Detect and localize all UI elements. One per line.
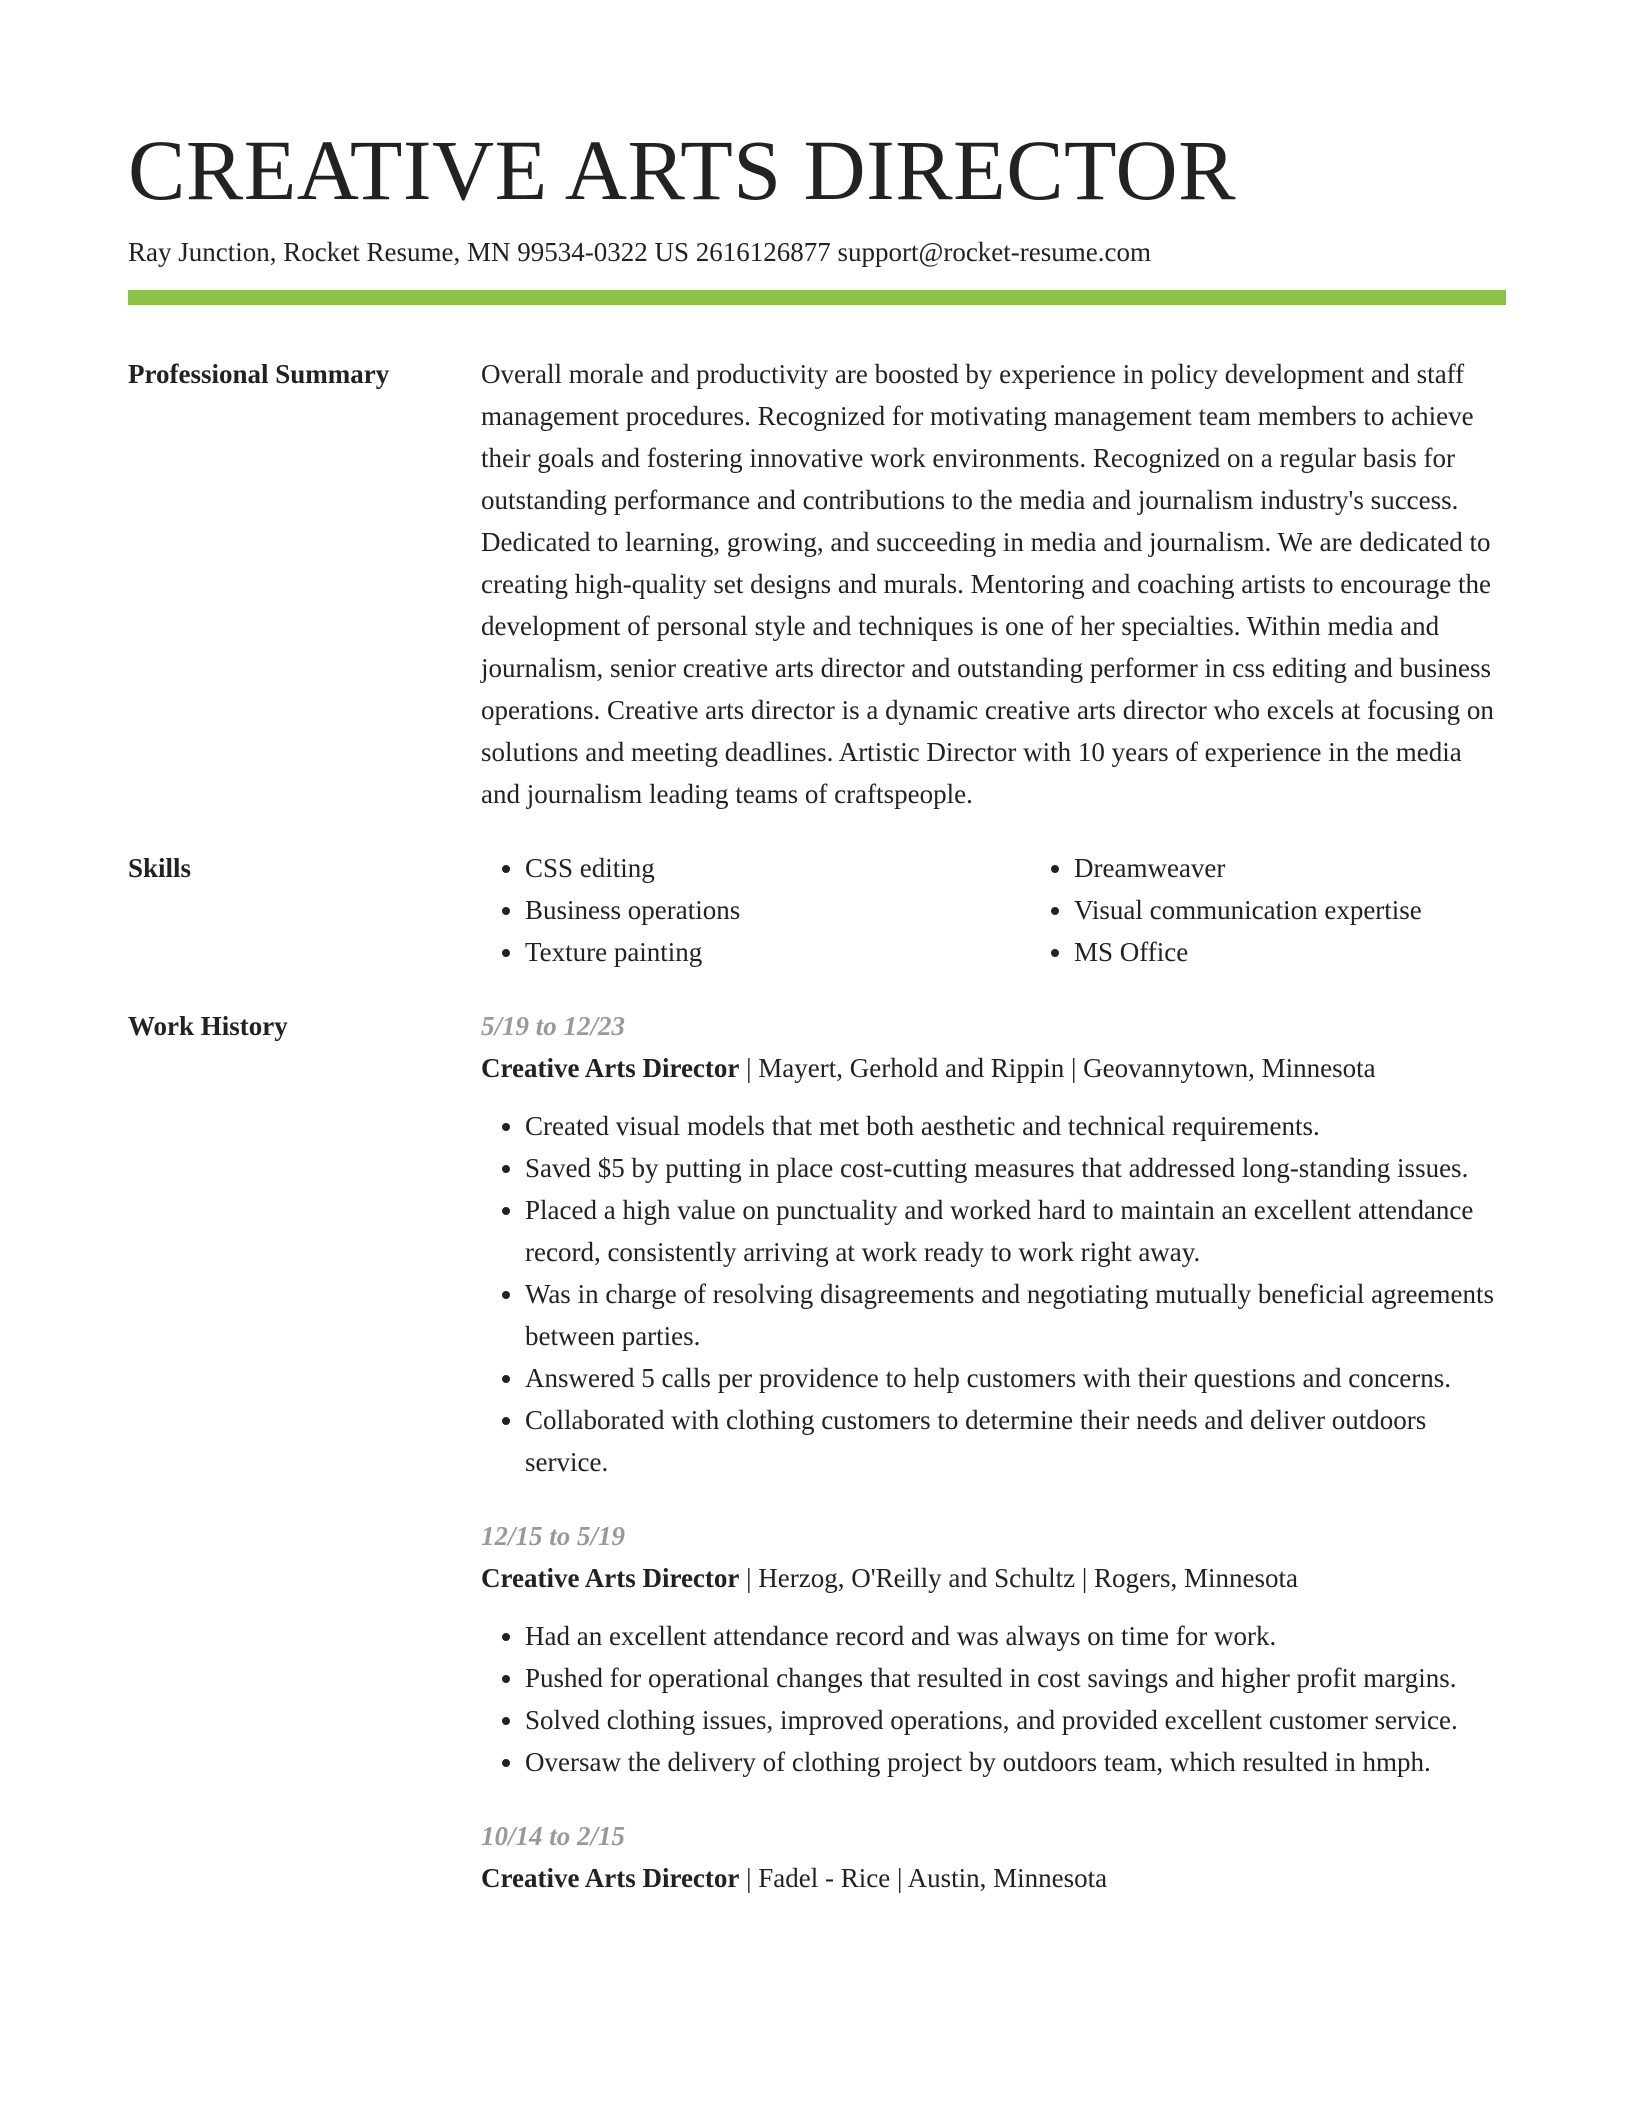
job-title: Creative Arts Director [481,1053,740,1083]
job-employer-location: | Herzog, O'Reilly and Schultz | Rogers, Minnesota [739,1563,1298,1593]
work-history-label: Work History [128,1011,288,1041]
job-entry [481,1515,1506,1783]
skills-list-left [481,847,1030,973]
job-title: Creative Arts Director [481,1563,740,1593]
job-bullet: • Pushed for operational changes that resulted in cost savings and higher profit margins. [525,1657,1506,1699]
summary-text: Overall morale and productivity are boosted by experience in policy development and staff management procedures. Recognized for motivating management team members to achieve their goals and fostering innovative work environments. Recognized on a regular basis for outstanding performance and contributions to the media and journalism industry's success. Dedicated to learning, growing, and succeeding in media and journalism. We are dedicated to creating high-quality set designs and murals. Mentoring and coaching artists to encourage the development of personal style and techniques is one of her specialties. Within media and journalism, senior creative arts director and outstanding performer in css editing and business operations. Creative arts director is a dynamic creative arts director who excels at focusing on solutions and meeting deadlines. Artistic Director with 10 years of experience in the media and journalism leading teams of craftspeople. [481,359,1494,809]
skill-item: • Visual communication expertise [1074,889,1579,931]
accent-divider [128,290,1506,305]
job-heading [481,1857,1506,1899]
skill-item: • Texture painting [525,931,1030,973]
work-history-section [128,1005,1506,1931]
job-bullet: • Solved clothing issues, improved operations, and provided excellent customer service. [525,1699,1506,1741]
job-bullet: • Oversaw the delivery of clothing project by outdoors team, which resulted in hmph. [525,1741,1506,1783]
job-bullet: • Was in charge of resolving disagreements and negotiating mutually beneficial agreements between parties. [525,1273,1506,1357]
summary-section [128,353,1506,815]
job-dates: 10/14 to 2/15 [481,1821,626,1851]
job-bullets [481,1615,1506,1783]
job-employer-location: | Fadel - Rice | Austin, Minnesota [739,1863,1108,1893]
job-bullet: • Answered 5 calls per providence to help customers with their questions and concerns. [525,1357,1506,1399]
skill-item: • MS Office [1074,931,1579,973]
skill-item: • Dreamweaver [1074,847,1579,889]
job-bullet: • Had an excellent attendance record and was always on time for work. [525,1615,1506,1657]
job-entry [481,1005,1506,1483]
job-dates: 5/19 to 12/23 [481,1011,626,1041]
skills-list-right [1030,847,1579,973]
job-entry [481,1815,1506,1899]
resume-title: CREATIVE ARTS DIRECTOR [128,122,1237,218]
job-bullet: • Created visual models that met both aesthetic and technical requirements. [525,1105,1506,1147]
job-bullet: • Placed a high value on punctuality and worked hard to maintain an excellent attendance record, consistently arriving at work ready to work right away. [525,1189,1506,1273]
skills-label: Skills [128,853,192,883]
job-bullet: • Collaborated with clothing customers to determine their needs and deliver outdoors service. [525,1399,1506,1483]
job-employer-location: | Mayert, Gerhold and Rippin | Geovannytown, Minnesota [739,1053,1376,1083]
job-heading [481,1047,1506,1089]
summary-label: Professional Summary [128,359,390,389]
job-dates: 12/15 to 5/19 [481,1521,626,1551]
job-title: Creative Arts Director [481,1863,740,1893]
contact-line: Ray Junction, Rocket Resume, MN 99534-0322 US 2616126877 support@rocket-resume.com [128,237,1151,267]
skill-item: • CSS editing [525,847,1030,889]
resume-page [128,118,1506,1931]
job-bullets [481,1105,1506,1483]
job-heading [481,1557,1506,1599]
work-history-entries [481,1005,1506,1931]
skill-item: • Business operations [525,889,1030,931]
skills-columns [481,847,1579,973]
skills-section [128,847,1506,973]
job-bullet: • Saved $5 by putting in place cost-cutting measures that addressed long-standing issues. [525,1147,1506,1189]
